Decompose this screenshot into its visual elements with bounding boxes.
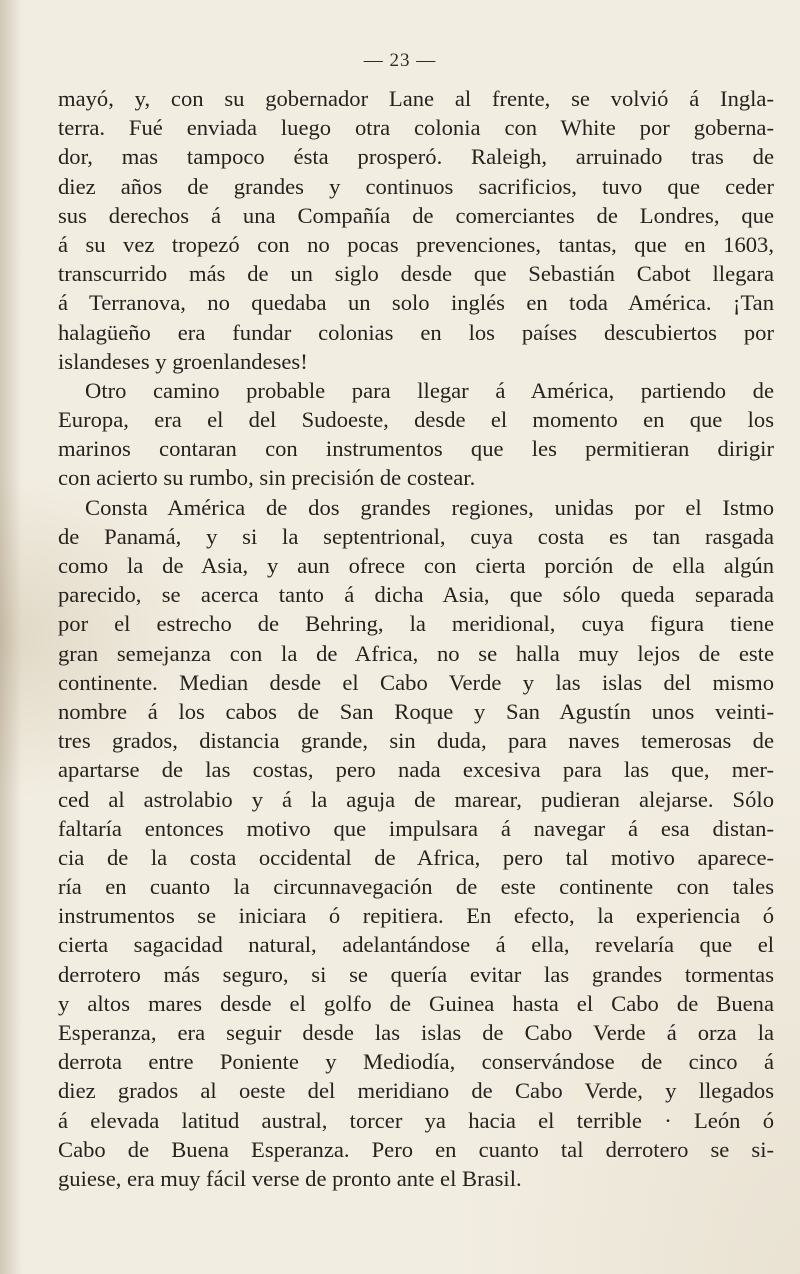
text-line: derrota entre Poniente y Mediodía, conservándose de cinco á <box>58 1049 774 1075</box>
page-gutter-shadow <box>0 0 22 1274</box>
text-line: mayó, y, con su gobernador Lane al frente, se volvió á Ingla- <box>58 86 774 111</box>
text-line: terra. Fué enviada luego otra colonia con White por goberna- <box>58 115 774 141</box>
text-line: á Terranova, no quedaba un solo inglés en toda América. ¡Tan <box>58 290 774 316</box>
text-line: á elevada latitud austral, torcer ya hacia el terrible · León ó <box>58 1107 774 1133</box>
text-line: tres grados, distancia grande, sin duda, para naves temerosas de <box>58 728 774 754</box>
paragraph <box>58 493 774 1194</box>
text-line: de Panamá, y si la septentrional, cuya costa es tan rasgada <box>58 523 774 549</box>
text-line: ced al astrolabio y á la aguja de marear, pudieran alejarse. Sólo <box>58 786 774 812</box>
text-line: á su vez tropezó con no pocas prevenciones, tantas, que en 1603, <box>58 231 774 257</box>
text-line: por el estrecho de Behring, la meridional, cuya figura tiene <box>58 611 774 637</box>
text-line: dor, mas tampoco ésta prosperó. Raleigh, arruinado tras de <box>58 144 774 170</box>
text-line: nombre á los cabos de San Roque y San Agustín unos veinti- <box>58 698 774 724</box>
text-line: apartarse de las costas, pero nada excesiva para las que, mer- <box>58 757 774 783</box>
text-line: Esperanza, era seguir desde las islas de Cabo Verde á orza la <box>58 1020 774 1045</box>
paragraph <box>58 376 774 493</box>
text-line: ría en cuanto la circunnavegación de este continente con tales <box>58 874 774 900</box>
text-line: Cabo de Buena Esperanza. Pero en cuanto tal derrotero se si- <box>58 1136 774 1162</box>
text-line: cierta sagacidad natural, adelantándose á ella, revelaría que el <box>58 932 774 958</box>
text-line: instrumentos se iniciara ó repitiera. En efecto, la experiencia ó <box>58 903 774 929</box>
text-line: continente. Median desde el Cabo Verde y las islas del mismo <box>58 669 774 695</box>
text-line: parecido, se acerca tanto á dicha Asia, que sólo queda separada <box>58 582 774 608</box>
text-line: marinos contaran con instrumentos que les permitieran dirigir <box>58 436 774 462</box>
body-text <box>58 84 774 1193</box>
text-line: gran semejanza con la de Africa, no se halla muy lejos de este <box>58 640 774 666</box>
text-line: y altos mares desde el golfo de Guinea hasta el Cabo de Buena <box>58 990 774 1016</box>
text-line: diez años de grandes y continuos sacrificios, tuvo que ceder <box>58 173 774 199</box>
text-line: cia de la costa occidental de Africa, pero tal motivo aparece- <box>58 844 774 870</box>
text-line: sus derechos á una Compañía de comerciantes de Londres, que <box>58 202 774 228</box>
text-line: guiese, era muy fácil verse de pronto ante el Brasil. <box>58 1165 522 1191</box>
text-line: faltaría entonces motivo que impulsara á navegar á esa distan- <box>58 815 774 841</box>
text-line: derrotero más seguro, si se quería evitar las grandes tormentas <box>58 961 774 987</box>
text-line: islandeses y groenlandeses! <box>58 348 308 374</box>
text-line: transcurrido más de un siglo desde que Sebastián Cabot llegara <box>58 261 774 287</box>
text-line: Europa, era el del Sudoeste, desde el momento en que los <box>58 407 774 433</box>
text-line: con acierto su rumbo, sin precisión de costear. <box>58 465 476 491</box>
paragraph <box>58 84 774 376</box>
page-number: — 23 — <box>363 50 437 71</box>
text-line: Otro camino probable para llegar á América, partiendo de <box>85 377 774 403</box>
text-line: como la de Asia, y aun ofrece con cierta porción de ella algún <box>58 553 774 578</box>
text-line: diez grados al oeste del meridiano de Cabo Verde, y llegados <box>58 1078 774 1104</box>
text-line: Consta América de dos grandes regiones, unidas por el Istmo <box>85 494 774 520</box>
text-line: halagüeño era fundar colonias en los países descubiertos por <box>58 319 774 345</box>
